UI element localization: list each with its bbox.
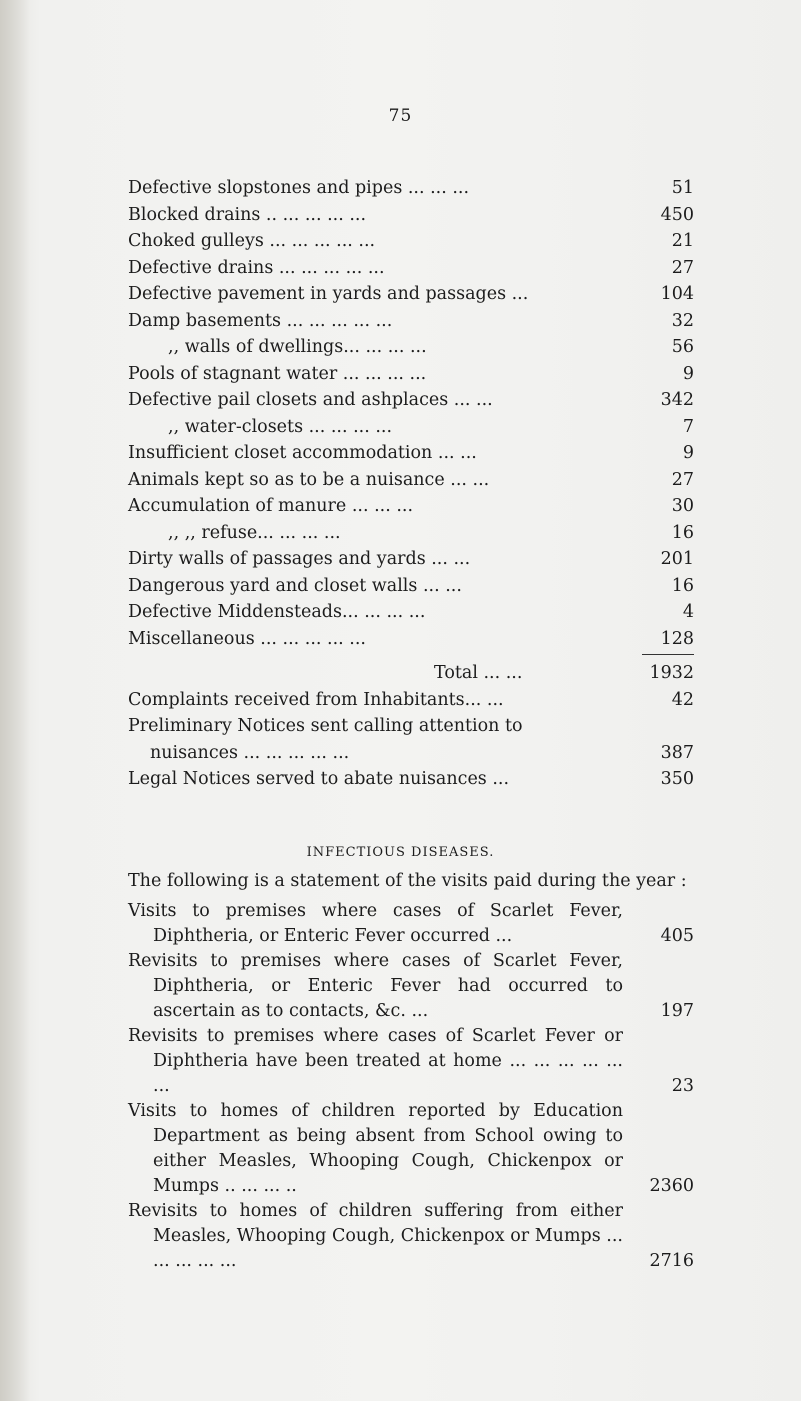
list-item: Defective pail closets and ashplaces ... ... 342 [128, 390, 694, 410]
total-row: Total ... ... 1932 [434, 663, 694, 683]
list-item: Insufficient closet accommodation ... ... 9 [128, 443, 694, 463]
list-item: Animals kept so as to be a nuisance ... ... 27 [128, 469, 694, 490]
page-number: 75 [388, 106, 413, 126]
list-item: Pools of stagnant water ... ... ... ... 9 [128, 363, 694, 384]
legal-notices-row: Legal Notices served to abate nuisances ... 350 [128, 769, 694, 789]
total-rule [642, 654, 694, 655]
list-item: Miscellaneous ... ... ... ... ... 128 [128, 628, 694, 649]
section-heading: INFECTIOUS DISEASES. [306, 845, 495, 860]
visits-list [128, 899, 694, 1274]
list-item: Visits to homes of children reported by Education Department as being absent from School owing to either Measles, Whooping Cough, Chickenpox or Mumps .. ... ... .. 2360 [128, 1101, 694, 1196]
list-item: Defective pavement in yards and passages ... 104 [128, 284, 694, 304]
list-item: Defective drains ... ... ... ... ... 27 [128, 257, 694, 278]
list-item: Damp basements ... ... ... ... ... 32 [128, 310, 694, 331]
preliminary-notices-row-line1: Preliminary Notices sent calling attention to [128, 716, 523, 736]
list-item: Choked gulleys ... ... ... ... ... 21 [128, 231, 694, 251]
list-item: Visits to premises where cases of Scarlet Fever, Diphtheria, or Enteric Fever occurred ... 405 [128, 901, 694, 946]
list-item: Defective Middensteads... ... ... ... 4 [128, 602, 694, 622]
list-item: ,, water-closets ... ... ... ... 7 [168, 416, 694, 437]
list-item: Defective slopstones and pipes ... ... ... 51 [128, 178, 694, 198]
list-item: Dirty walls of passages and yards ... ... 201 [128, 549, 694, 569]
list-item: Revisits to premises where cases of Scarlet Fever or Diphtheria have been treated at home ... ... ... ... ... ... 23 [128, 1026, 694, 1096]
list-item: Revisits to premises where cases of Scarlet Fever, Diphtheria, or Enteric Fever had occurred to ascertain as to contacts, &c. ... 197 [128, 951, 694, 1021]
nuisance-list [128, 175, 694, 793]
list-item: Dangerous yard and closet walls ... ... 16 [128, 575, 694, 596]
intro-text: The following is a statement of the visits paid during the year : [128, 871, 687, 891]
list-item: Blocked drains .. ... ... ... ... 450 [128, 204, 694, 225]
list-item: ,, walls of dwellings... ... ... ... 56 [168, 337, 694, 357]
page-edge-shadow [0, 0, 30, 1401]
complaints-row: Complaints received from Inhabitants... ... 42 [128, 689, 694, 710]
list-item: Accumulation of manure ... ... ... 30 [128, 496, 694, 516]
preliminary-notices-row-line2: nuisances ... ... ... ... ... 387 [150, 742, 694, 763]
list-item: ,, ,, refuse... ... ... ... 16 [168, 522, 694, 543]
list-item: Revisits to homes of children suffering from either Measles, Whooping Cough, Chickenpox or Mumps ... ... ... ... ... 2716 [128, 1201, 694, 1271]
